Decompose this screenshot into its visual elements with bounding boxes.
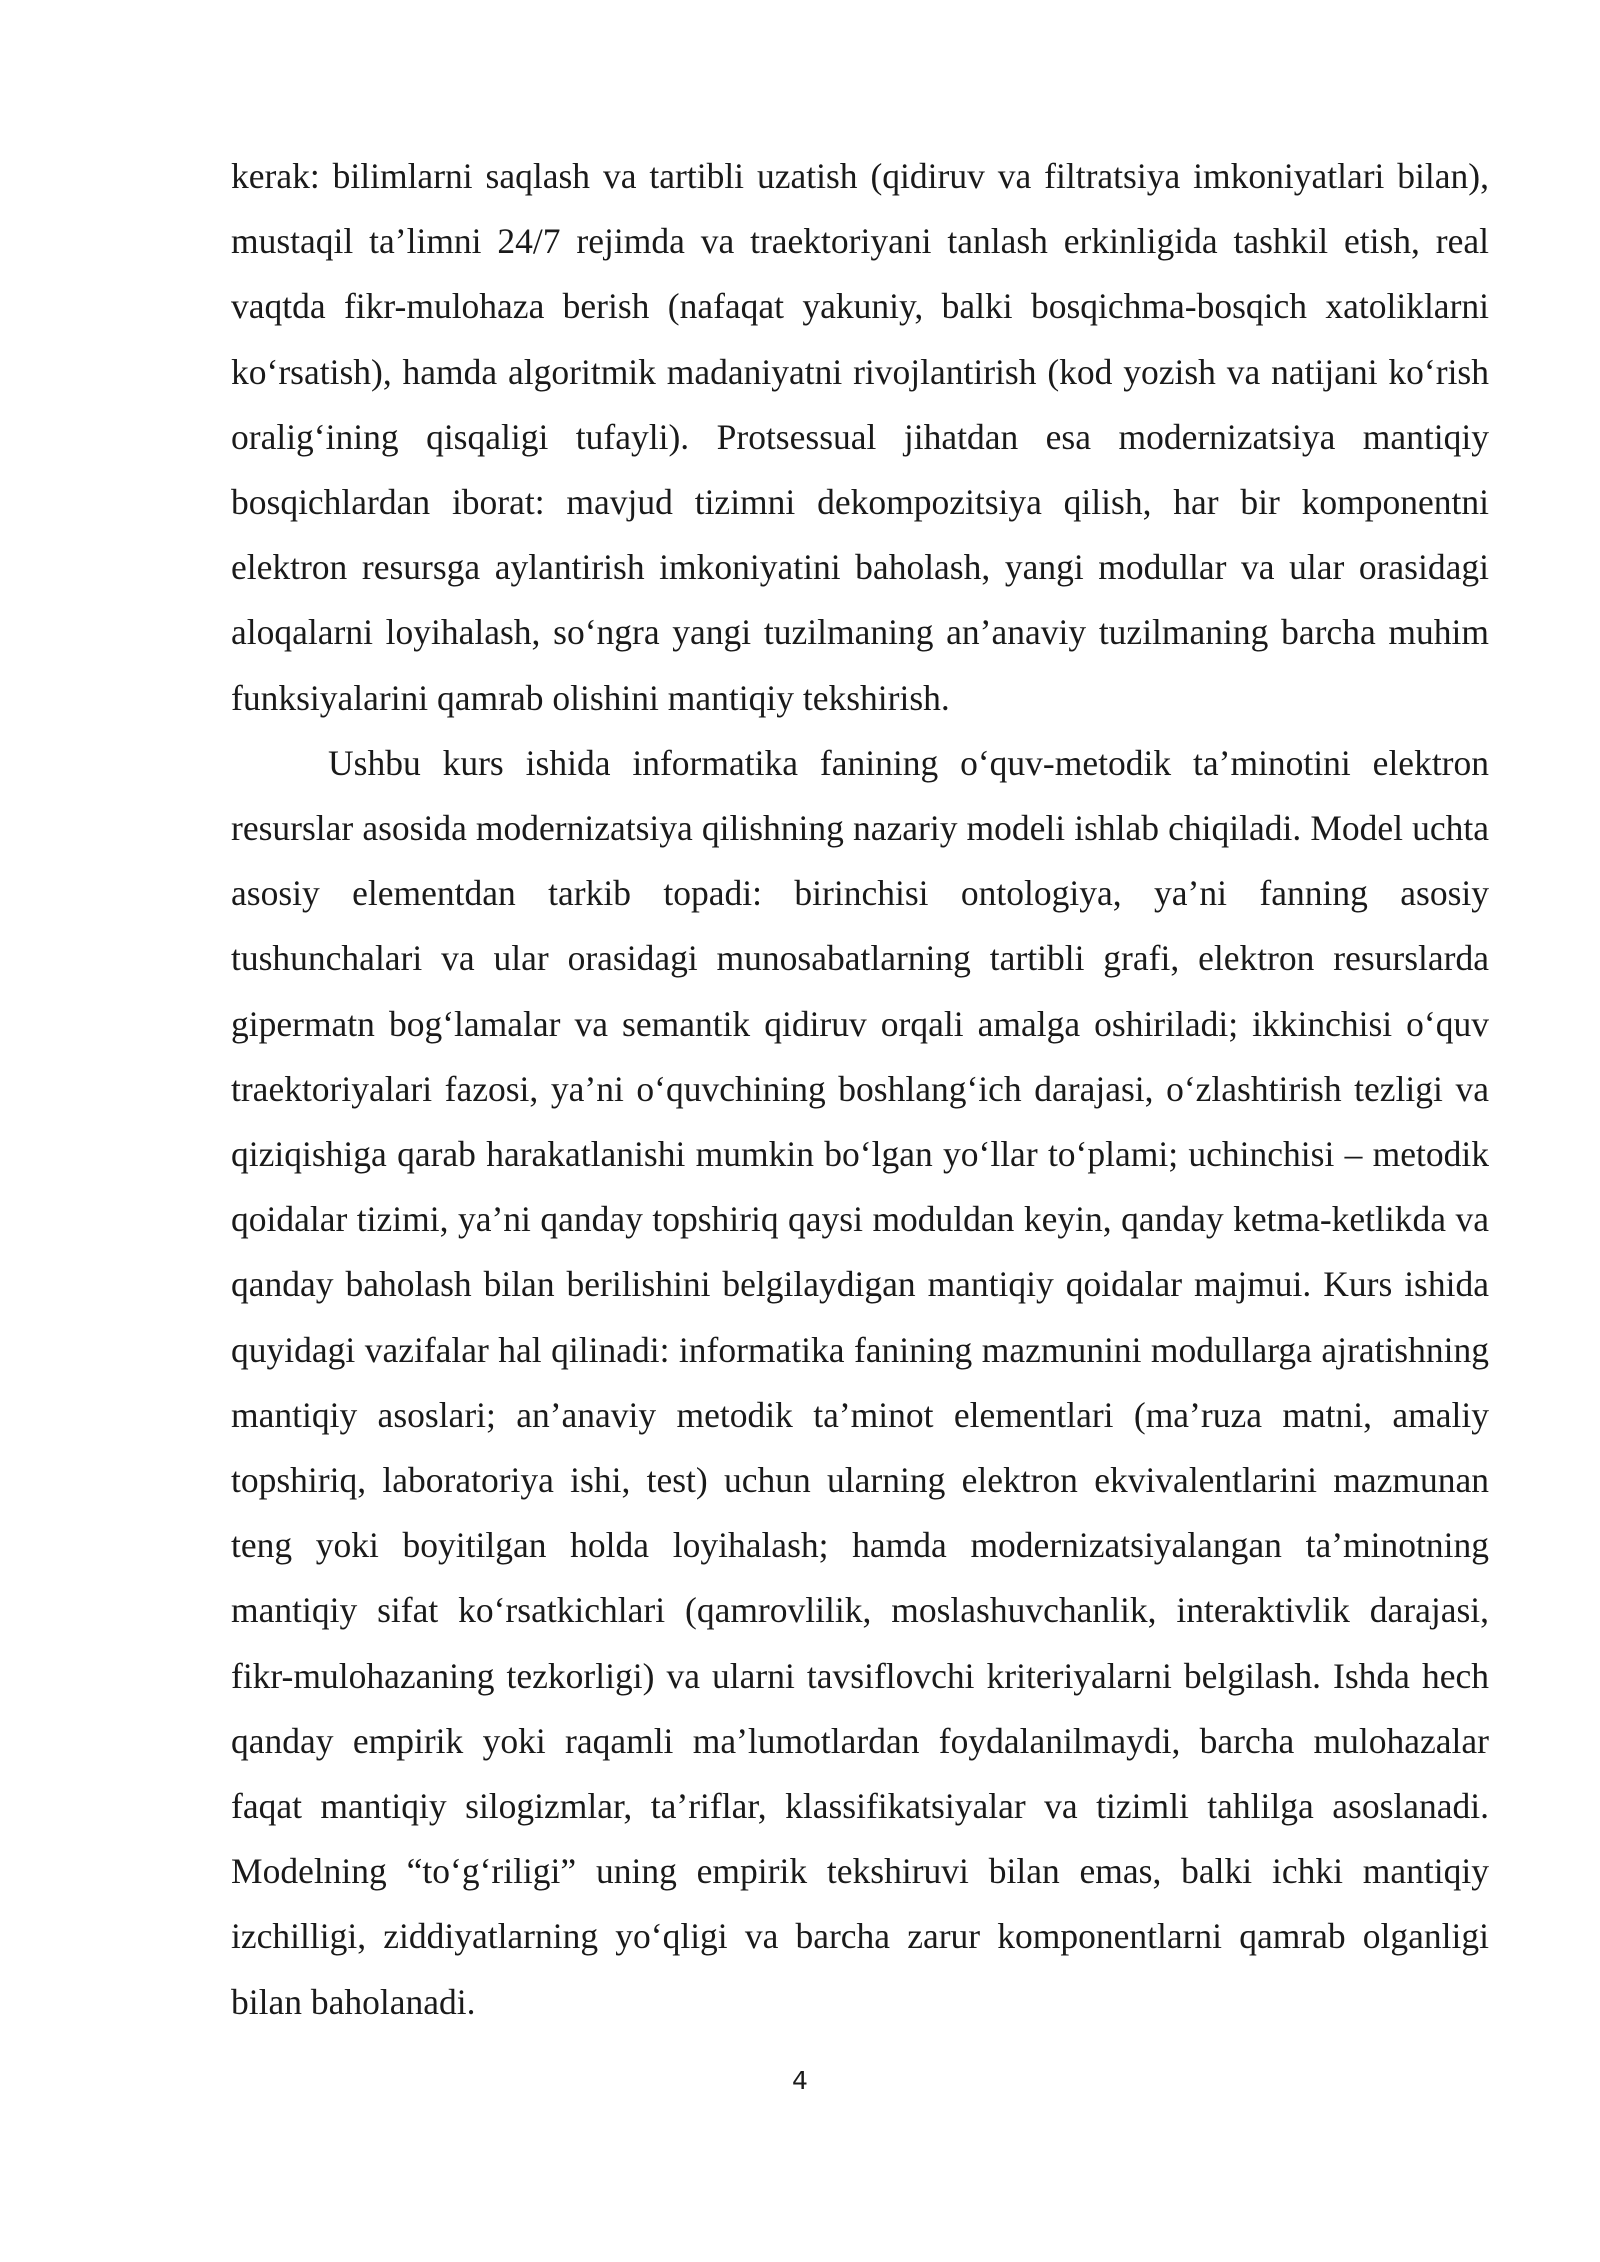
body-text (231, 144, 1489, 2035)
paragraph-continuation: kerak: bilimlarni saqlash va tartibli uzatish (qidiruv va filtratsiya imkoniyatlari bilan), mustaqil ta’limni 24/7 rejimda va traektoriyani tanlash erkinligida tashkil etish, real vaqtda fikr-mulohaza berish (nafaqat yakuniy, balki bosqichma-bosqich xatoliklarni ko‘rsatish), hamda algoritmik madaniyatni rivojlantirish (kod yozish va natijani ko‘rish oralig‘ining qisqaligi tufayli). Protsessual jihatdan esa modernizatsiya mantiqiy bosqichlardan iborat: mavjud tizimni dekompozitsiya qilish, har bir komponentni elektron resursga aylantirish imkoniyatini baholash, yangi modullar va ular orasidagi aloqalarni loyihalash, so‘ngra yangi tuzilmaning an’anaviy tuzilmaning barcha muhim funksiyalarini qamrab olishini mantiqiy tekshirish. (231, 156, 1489, 718)
page-number: 4 (792, 2066, 808, 2095)
paragraph-model-description: Ushbu kurs ishida informatika fanining o‘quv-metodik ta’minotini elektron resurslar asosida modernizatsiya qilishning nazariy modeli ishlab chiqiladi. Model uchta asosiy elementdan tarkib topadi: birinchisi ontologiya, ya’ni fanning asosiy tushunchalari va ular orasidagi munosabatlarning tartibli grafi, elektron resurslarda gipermatn bog‘lamalar va semantik qidiruv orqali amalga oshiriladi; ikkinchisi o‘quv traektoriyalari fazosi, ya’ni o‘quvchining boshlang‘ich darajasi, o‘zlashtirish tezligi va qiziqishiga qarab harakatlanishi mumkin bo‘lgan yo‘llar to‘plami; uchinchisi – metodik qoidalar tizimi, ya’ni qanday topshiriq qaysi moduldan keyin, qanday ketma-ketlikda va qanday baholash bilan berilishini belgilaydigan mantiqiy qoidalar majmui. Kurs ishida quyidagi vazifalar hal qilinadi: informatika fanining mazmunini modullarga ajratishning mantiqiy asoslari; an’anaviy metodik ta’minot elementlari (ma’ruza matni, amaliy topshiriq, laboratoriya ishi, test) uchun ularning elektron ekvivalentlarini mazmunan teng yoki boyitilgan holda loyihalash; hamda modernizatsiyalangan ta’minotning mantiqiy sifat ko‘rsatkichlari (qamrovlilik, moslashuvchanlik, interaktivlik darajasi, fikr-mulohazaning tezkorligi) va ularni tavsiflovchi kriteriyalarni belgilash. Ishda hech qanday empirik yoki raqamli ma’lumotlardan foydalanilmaydi, barcha mulohazalar faqat mantiqiy silogizmlar, ta’riflar, klassifikatsiyalar va tizimli tahlilga asoslanadi. Modelning “to‘g‘riligi” uning empirik tekshiruvi bilan emas, balki ichki mantiqiy izchilligi, ziddiyatlarning yo‘qligi va barcha zarur komponentlarni qamrab olganligi bilan baholanadi. (231, 742, 1489, 2022)
